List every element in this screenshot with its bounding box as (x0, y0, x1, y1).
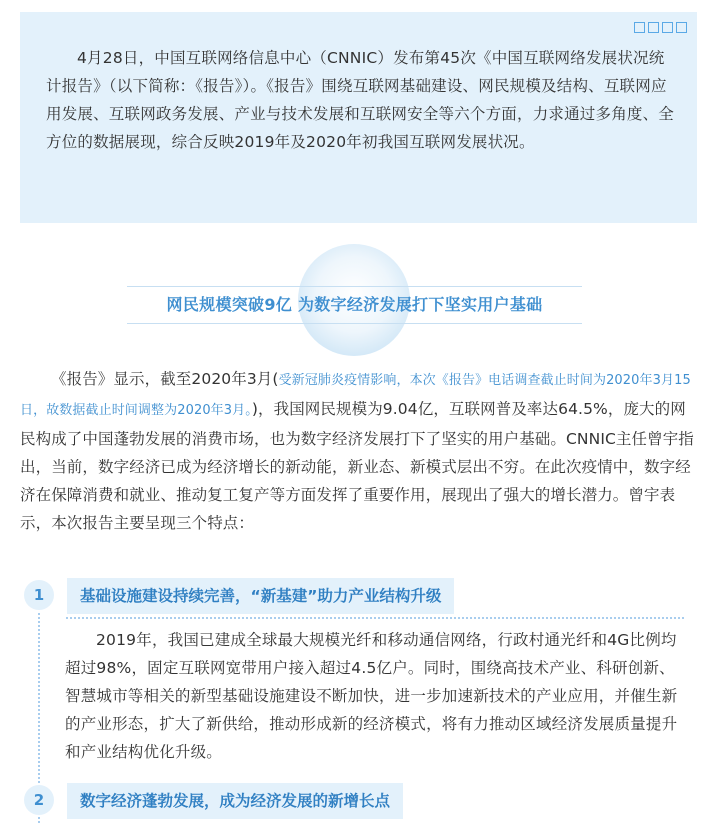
square-icon (634, 22, 645, 33)
section-title: 网民规模突破9亿 为数字经济发展打下坚实用户基础 (166, 295, 543, 314)
title-bottom-rule (127, 323, 582, 324)
item-body-1: 2019年，我国已建成全球最大规模光纤和移动通信网络，行政村通光纤和4G比例均超过98%，固定互联网宽带用户接入超过4.5亿户。同时，围绕高技术产业、科研创新、智慧城市等相关的新型基础设施建设不断加快，进一步加速新技术的产业应用，并催生新的产业形态，扩大了新供给，推动形成新的经济模式，将有力推动区域经济发展质量提升和产业结构优化升级。 (65, 631, 678, 761)
square-icon (662, 22, 673, 33)
number-badge: 1 (24, 580, 54, 610)
dotted-timeline (38, 613, 40, 783)
item-title: 基础设施建设持续完善，“新基建”助力产业结构升级 (67, 578, 454, 614)
intro-text: 4月28日，中国互联网络信息中心（CNNIC）发布第45次《中国互联网络发展状况统计报告》（以下简称：《报告》）。《报告》围绕互联网基础建设、网民规模及结构、互联网应用发展、互联网政务发展、产业与技术发展和互联网安全等六个方面，力求通过多角度、全方位的数据展现，综合反映2019年及2020年初我国互联网发展状况。 (46, 49, 675, 151)
dotted-divider (66, 617, 684, 619)
dotted-timeline (38, 817, 40, 823)
item-title: 数字经济蓬勃发展，成为经济发展的新增长点 (67, 783, 403, 819)
intro-box (20, 12, 697, 223)
square-icon (676, 22, 687, 33)
number-badge: 2 (24, 785, 54, 815)
body-text-rest: )，我国网民规模为9.04亿，互联网普及率达64.5%，庞大的网民构成了中国蓬勃发展的消费市场，也为数字经济发展打下了坚实的用户基础。CNNIC主任曾宇指出，当前，数字经济已成为经济增长的新动能，新业态、新模式层出不穷。在此次疫情中，数字经济在保障消费和就业、推动复工复产等方面发挥了重要作用，展现出了强大的增长潜力。曾宇表示，本次报告主要呈现三个特点： (20, 400, 694, 532)
decorative-squares (634, 22, 687, 33)
body-paragraph (20, 365, 697, 537)
footnote-text: 受新冠肺炎疫情影响，本次《报告》电话调查截止时间为2020年3月15日，故数据截止时间调整为2020年3月。 (20, 373, 691, 418)
square-icon (648, 22, 659, 33)
title-top-rule (127, 286, 582, 287)
section-header (0, 240, 709, 350)
body-text-start: 《报告》显示，截至2020年3月( (51, 370, 279, 388)
